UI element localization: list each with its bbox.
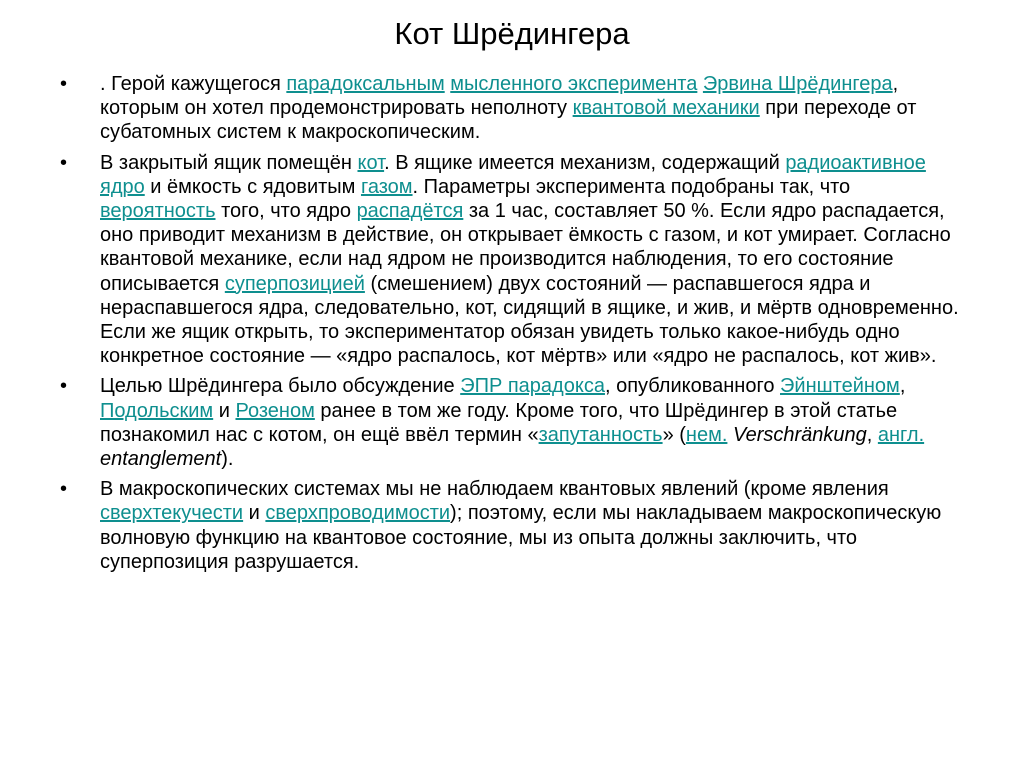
bullet-text: и <box>213 399 236 422</box>
bullet-item <box>60 374 966 471</box>
bullet-item <box>60 477 966 574</box>
bullet-text: , опубликованного <box>604 375 781 398</box>
bullet-text: при переходе от субатомных систем к макроскопическим. <box>100 97 917 144</box>
italic-term: entanglement <box>100 448 222 471</box>
hyperlink[interactable]: распадётся <box>356 200 464 223</box>
bullet-text: . В ящике имеется механизм, содержащий <box>384 151 786 174</box>
hyperlink[interactable]: запутанность <box>538 423 663 446</box>
bullet-list <box>60 72 966 580</box>
bullet-text: В закрытый ящик помещён <box>100 151 358 174</box>
hyperlink[interactable]: газом <box>360 175 413 198</box>
bullet-text: , которым он хотел продемонстрировать неполноту <box>100 73 899 120</box>
bullet-text: » ( <box>662 423 686 446</box>
slide-title: Кот Шрёдингера <box>394 16 630 51</box>
bullet-text: . Герой кажущегося <box>100 73 287 95</box>
hyperlink[interactable]: Эйнштейном <box>780 375 900 398</box>
bullet-dot: • <box>60 73 68 95</box>
bullet-item <box>60 151 966 369</box>
hyperlink[interactable]: парадоксальным <box>286 73 445 95</box>
hyperlink[interactable]: нем. <box>685 423 728 446</box>
bullet-text: В макроскопических системах мы не наблюдаем квантовых явлений (кроме явления <box>100 478 889 501</box>
bullet-text: . Параметры эксперимента подобраны так, что <box>412 175 851 198</box>
hyperlink[interactable]: ЭПР парадокса <box>460 375 605 398</box>
bullet-dot: • <box>60 375 68 398</box>
bullet-text: , <box>866 423 878 446</box>
bullet-text: (смешением) двух состояний — распавшегося ядра и нераспавшегося ядра, следовательно, кот, сидящий в ящике, и жив, и мёртв одновременно. Если же ящик открыть, то экспериментатор обязан увидеть только какое-нибудь одно конкретное состояние — «ядро распалось, кот мёртв» или «ядро не распалось, кот жив». <box>100 272 959 368</box>
bullet-dot: • <box>60 478 68 501</box>
bullet-text: ранее в том же году. Кроме того, что Шрёдингер в этой статье познакомил нас с котом, он ещё ввёл термин « <box>100 399 898 446</box>
hyperlink[interactable]: Подольским <box>100 399 214 422</box>
hyperlink[interactable]: англ. <box>877 423 925 446</box>
hyperlink[interactable]: суперпозицией <box>224 272 365 295</box>
bullet-text: Целью Шрёдингера было обсуждение <box>100 375 461 398</box>
hyperlink[interactable]: Розеном <box>235 399 315 422</box>
bullet-text: ). <box>221 448 234 471</box>
hyperlink[interactable]: сверхтекучести <box>100 502 244 525</box>
bullet-text: ); поэтому, если мы накладываем макроскопическую волновую функцию на квантовое состояние, мы из опыта должны заключить, что суперпозиция разрушается. <box>100 502 942 573</box>
hyperlink[interactable]: мысленного эксперимента <box>450 73 698 95</box>
hyperlink[interactable]: радиоактивное <box>785 151 926 174</box>
hyperlink[interactable]: Эрвина Шрёдингера <box>702 73 893 95</box>
hyperlink[interactable]: сверхпроводимости <box>265 502 451 525</box>
hyperlink[interactable]: квантовой механики <box>572 97 760 120</box>
bullet-item <box>60 72 966 145</box>
bullet-text: за 1 час, составляет 50 %. Если ядро распадается, оно приводит механизм в действие, он открывает ёмкость с газом, и кот умирает. Согласно квантовой механике, если над ядром не производится наблюдения, то его состояние описывается <box>100 200 951 295</box>
bullet-text: и ёмкость с ядовитым <box>144 175 361 198</box>
hyperlink[interactable]: ядро <box>100 175 145 198</box>
hyperlink[interactable]: вероятность <box>100 200 216 223</box>
bullet-text: и <box>243 502 266 525</box>
bullet-text: того, что ядро <box>215 200 357 223</box>
hyperlink[interactable]: кот <box>357 151 385 174</box>
bullet-text: , <box>899 375 906 398</box>
bullet-dot: • <box>60 151 68 174</box>
italic-term: Verschränkung <box>732 423 867 446</box>
